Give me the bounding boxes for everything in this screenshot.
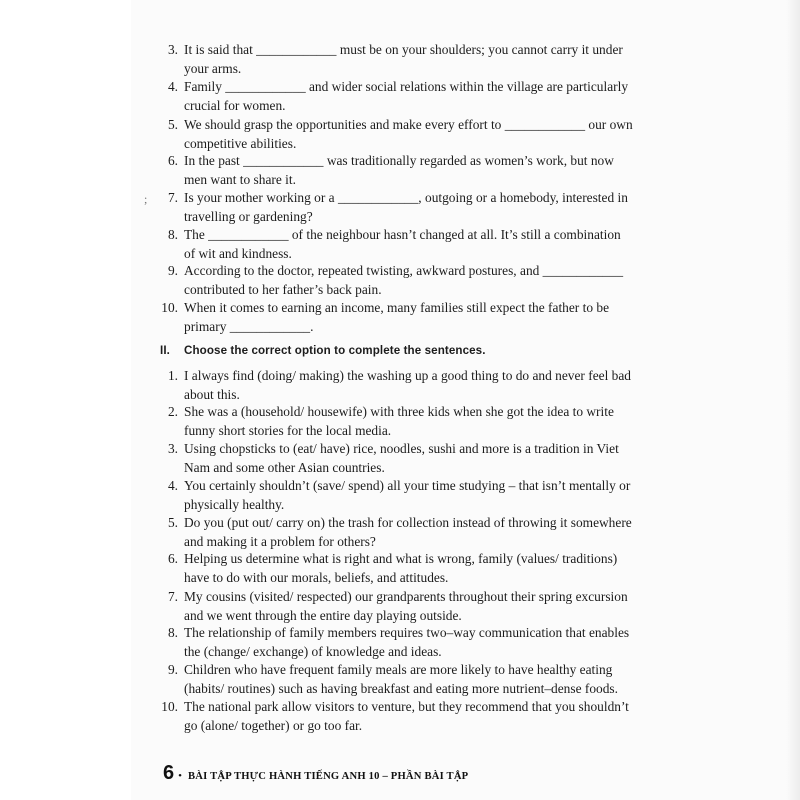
footer-bullet: •	[178, 770, 182, 782]
item-number: 8.	[167, 625, 178, 640]
item-number: 4.	[167, 478, 178, 493]
item-text: Family ____________ and wider social relations within the village are particularly crucial for women.	[184, 79, 629, 113]
item-text: According to the doctor, repeated twisting, awkward postures, and ____________ contributed to her father’s back pain.	[184, 263, 624, 297]
item-text: Children who have frequent family meals are more likely to have healthy eating (habits/ routines) such as having breakfast and eating more nutrient–dense foods.	[184, 662, 618, 696]
exercise-item	[160, 661, 635, 698]
item-number: 3.	[167, 42, 178, 57]
item-text: The ____________ of the neighbour hasn’t changed at all. It’s still a combination of wit and kindness.	[184, 227, 621, 261]
item-text: The national park allow visitors to venture, but they recommend that you shouldn’t go (alone/ together) or go too far.	[184, 699, 629, 733]
exercise-item	[160, 116, 635, 153]
section-instruction: Choose the correct option to complete the sentences.	[184, 344, 486, 357]
item-text: Do you (put out/ carry on) the trash for collection instead of throwing it somewhere and making it a problem for others?	[184, 515, 632, 549]
item-number: 1.	[167, 368, 178, 383]
page-footer	[163, 762, 468, 785]
item-number: 10.	[161, 300, 178, 315]
item-text: You certainly shouldn’t (save/ spend) all your time studying – that isn’t mentally or physically healthy.	[184, 478, 631, 512]
item-number: 8.	[167, 227, 178, 242]
item-number: 5.	[167, 515, 178, 530]
exercise-item	[160, 624, 635, 661]
exercise-item	[160, 189, 635, 226]
item-number: 3.	[167, 441, 178, 456]
item-text: Helping us determine what is right and what is wrong, family (values/ traditions) have to do with our morals, beliefs, and attitudes.	[184, 551, 618, 585]
page-number: 6	[163, 762, 175, 784]
item-number: 6.	[167, 551, 178, 566]
item-text: I always find (doing/ making) the washing up a good thing to do and never feel bad about this.	[184, 368, 631, 402]
exercise-item	[160, 403, 635, 440]
item-number: 9.	[167, 662, 178, 677]
page-edge-shadow	[786, 0, 800, 800]
item-text: It is said that ____________ must be on your shoulders; you cannot carry it under your arms.	[184, 42, 623, 76]
item-number: 10.	[161, 699, 178, 714]
item-text: When it comes to earning an income, many families still expect the father to be primary ____________.	[184, 300, 610, 334]
section-2-heading	[160, 344, 486, 357]
item-number: 4.	[167, 79, 178, 94]
exercise-item	[160, 588, 635, 625]
book-title: BÀI TẬP THỰC HÀNH TIẾNG ANH 10 – PHẦN BÀI TẬP	[187, 771, 469, 782]
exercise-item	[160, 262, 635, 299]
item-text: Using chopsticks to (eat/ have) rice, noodles, sushi and more is a tradition in Viet Nam and some other Asian countries.	[184, 441, 619, 475]
item-text: In the past ____________ was traditionally regarded as women’s work, but now men want to share it.	[184, 153, 614, 187]
exercise-item	[160, 698, 635, 735]
exercise-item	[160, 477, 635, 514]
exercise-item	[160, 550, 635, 587]
item-number: 5.	[167, 117, 178, 132]
item-text: She was a (household/ housewife) with three kids when she got the idea to write funny short stories for the local media.	[184, 404, 614, 438]
exercise-item	[160, 41, 635, 78]
margin-pencil-mark: ;	[144, 192, 148, 206]
item-text: We should grasp the opportunities and make every effort to ____________ our own competitive abilities.	[184, 117, 633, 151]
item-text: The relationship of family members requires two–way communication that enables the (change/ exchange) of knowledge and ideas.	[184, 625, 630, 659]
item-number: 7.	[167, 589, 178, 604]
exercise-item	[160, 226, 635, 263]
exercise-item	[160, 367, 635, 404]
item-number: 6.	[167, 153, 178, 168]
item-number: 7.	[167, 190, 178, 205]
item-text: Is your mother working or a ____________, outgoing or a homebody, interested in travelling or gardening?	[184, 190, 628, 224]
exercise-item	[160, 299, 635, 336]
exercise-item	[160, 440, 635, 477]
exercise-item	[160, 514, 635, 551]
section-roman-numeral: II.	[160, 344, 170, 357]
exercise-item	[160, 78, 635, 115]
exercise-item	[160, 152, 635, 189]
item-number: 9.	[167, 263, 178, 278]
item-text: My cousins (visited/ respected) our grandparents throughout their spring excursion and we went through the entire day playing outside.	[184, 589, 628, 623]
item-number: 2.	[167, 404, 178, 419]
